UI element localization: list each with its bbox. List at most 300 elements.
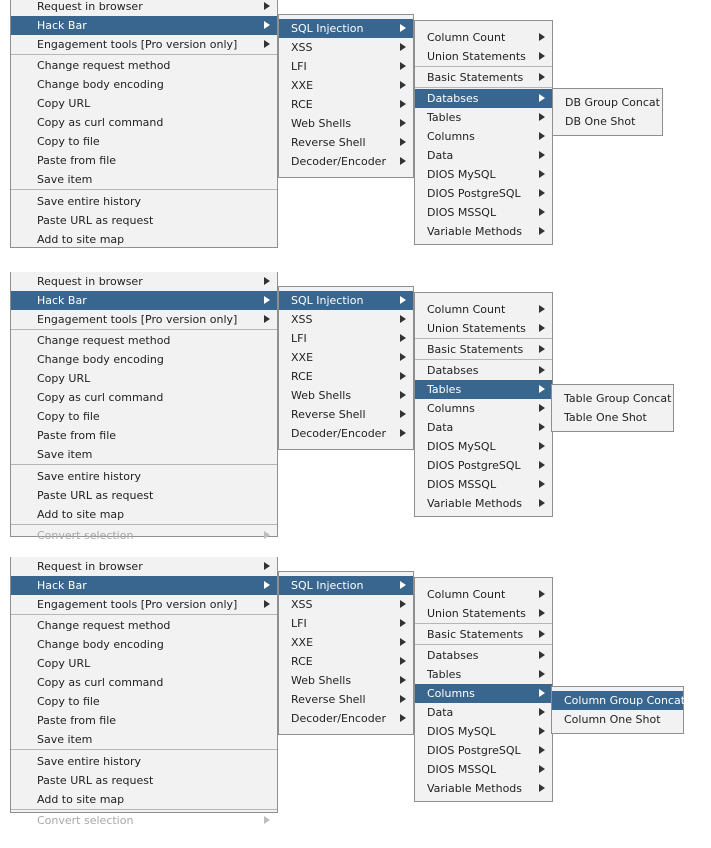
hackbar-submenu <box>278 286 414 450</box>
submenu-arrow-icon <box>539 765 545 773</box>
sql-item-tables[interactable] <box>415 380 552 399</box>
menu-item-label: DIOS MySQL <box>427 168 496 181</box>
submenu-arrow-icon <box>539 689 545 697</box>
sql-item-data[interactable] <box>415 703 552 722</box>
menu-item-convert-selection <box>11 811 277 830</box>
hackbar-item-reverse-shell[interactable] <box>279 405 413 424</box>
submenu-arrow-icon <box>264 562 270 570</box>
submenu-arrow-icon <box>539 345 545 353</box>
submenu-arrow-icon <box>539 670 545 678</box>
submenu-arrow-icon <box>539 132 545 140</box>
menu-item-label: Columns <box>427 402 475 415</box>
menu-item-label: Reverse Shell <box>291 408 366 421</box>
hackbar-item-xxe[interactable] <box>279 76 413 95</box>
hackbar-item-xxe[interactable] <box>279 348 413 367</box>
menu-item-label: Data <box>427 706 454 719</box>
leaf-submenu <box>552 88 663 136</box>
submenu-arrow-icon <box>539 170 545 178</box>
menu-item-label: Save item <box>37 448 93 461</box>
menu-item-label: Table Group Concat <box>564 392 672 405</box>
menu-item-label: DIOS MSSQL <box>427 763 497 776</box>
sql-item-dios-mssql[interactable] <box>415 203 552 222</box>
menu-item-label: RCE <box>291 98 313 111</box>
submenu-arrow-icon <box>400 334 406 342</box>
menu-item-label: Paste from file <box>37 429 117 442</box>
context-menu <box>10 557 278 827</box>
context-menu <box>10 0 278 248</box>
menu-separator <box>11 809 277 810</box>
menu-item-request-in-browser[interactable] <box>11 557 277 576</box>
submenu-arrow-icon <box>264 277 270 285</box>
submenu-arrow-icon <box>539 366 545 374</box>
sql-item-databses[interactable] <box>415 89 552 108</box>
submenu-arrow-icon <box>264 40 270 48</box>
hackbar-item-rce[interactable] <box>279 367 413 386</box>
menu-separator <box>415 87 552 88</box>
submenu-arrow-icon <box>539 404 545 412</box>
menu-item-hack-bar[interactable] <box>11 16 277 35</box>
hackbar-item-decoder-encoder[interactable] <box>279 424 413 443</box>
sql-item-column-count[interactable] <box>415 585 552 604</box>
menu-item-label: Copy URL <box>37 372 91 385</box>
sql-item-dios-mssql[interactable] <box>415 475 552 494</box>
leaf-item-table-one-shot[interactable] <box>552 408 673 427</box>
hackbar-item-rce[interactable] <box>279 95 413 114</box>
submenu-arrow-icon <box>400 157 406 165</box>
hackbar-item-xss[interactable] <box>279 38 413 57</box>
submenu-arrow-icon <box>400 81 406 89</box>
menu-item-add-to-site-map[interactable] <box>11 505 277 524</box>
sql-item-variable-methods[interactable] <box>415 222 552 241</box>
menu-item-copy-as-curl-command[interactable] <box>11 113 277 132</box>
sql-item-databses[interactable] <box>415 646 552 665</box>
submenu-arrow-icon <box>539 630 545 638</box>
menu-item-label: Variable Methods <box>427 782 523 795</box>
menu-item-label: XSS <box>291 598 313 611</box>
menu-item-copy-as-curl-command[interactable] <box>11 673 277 692</box>
menu-item-label: Tables <box>427 668 462 681</box>
menu-item-label: Paste URL as request <box>37 489 154 502</box>
hackbar-item-rce[interactable] <box>279 652 413 671</box>
menu-item-convert-selection <box>11 526 277 545</box>
menu-item-label: Web Shells <box>291 674 352 687</box>
menu-separator <box>11 614 277 615</box>
sql-item-basic-statements[interactable] <box>415 68 552 87</box>
submenu-arrow-icon <box>264 816 270 824</box>
hackbar-item-lfi[interactable] <box>279 329 413 348</box>
leaf-submenu <box>551 384 674 432</box>
menu-item-label: Union Statements <box>427 322 526 335</box>
hackbar-item-sql-injection[interactable] <box>279 291 413 310</box>
hackbar-item-reverse-shell[interactable] <box>279 133 413 152</box>
menu-item-label: Paste from file <box>37 714 117 727</box>
menu-item-label: RCE <box>291 655 313 668</box>
menu-item-label: LFI <box>291 60 307 73</box>
submenu-arrow-icon <box>539 784 545 792</box>
hackbar-item-decoder-encoder[interactable] <box>279 709 413 728</box>
submenu-arrow-icon <box>539 423 545 431</box>
sql-item-dios-postgresql[interactable] <box>415 741 552 760</box>
hackbar-item-sql-injection[interactable] <box>279 576 413 595</box>
submenu-arrow-icon <box>539 151 545 159</box>
menu-item-label: Decoder/Encoder <box>291 427 386 440</box>
context-menu-panel <box>0 0 711 248</box>
leaf-item-db-one-shot[interactable] <box>553 112 662 131</box>
hackbar-item-web-shells[interactable] <box>279 114 413 133</box>
submenu-arrow-icon <box>400 138 406 146</box>
hackbar-item-lfi[interactable] <box>279 614 413 633</box>
menu-item-label: Column One Shot <box>564 713 661 726</box>
menu-separator <box>11 749 277 750</box>
leaf-item-table-group-concat[interactable] <box>552 389 673 408</box>
menu-item-label: Copy to file <box>37 410 100 423</box>
menu-item-label: Databses <box>427 649 479 662</box>
menu-item-request-in-browser[interactable] <box>11 0 277 16</box>
submenu-arrow-icon <box>400 296 406 304</box>
menu-item-label: Column Count <box>427 31 506 44</box>
menu-item-copy-to-file[interactable] <box>11 407 277 426</box>
hackbar-item-web-shells[interactable] <box>279 671 413 690</box>
submenu-arrow-icon <box>539 385 545 393</box>
submenu-arrow-icon <box>539 708 545 716</box>
submenu-arrow-icon <box>400 695 406 703</box>
menu-item-label: Request in browser <box>37 275 143 288</box>
submenu-arrow-icon <box>539 208 545 216</box>
menu-item-label: Data <box>427 149 454 162</box>
submenu-arrow-icon <box>264 600 270 608</box>
menu-item-label: Hack Bar <box>37 19 87 32</box>
menu-item-label: Hack Bar <box>37 294 87 307</box>
menu-item-label: Basic Statements <box>427 71 524 84</box>
menu-item-label: Tables <box>427 111 462 124</box>
menu-item-hack-bar[interactable] <box>11 291 277 310</box>
submenu-arrow-icon <box>400 410 406 418</box>
menu-item-label: Add to site map <box>37 233 125 246</box>
menu-item-label: Copy as curl command <box>37 676 164 689</box>
menu-item-label: Data <box>427 421 454 434</box>
menu-item-request-in-browser[interactable] <box>11 272 277 291</box>
menu-separator <box>11 189 277 190</box>
hackbar-item-reverse-shell[interactable] <box>279 690 413 709</box>
menu-item-paste-url-as-request[interactable] <box>11 771 277 790</box>
menu-item-paste-from-file[interactable] <box>11 151 277 170</box>
submenu-arrow-icon <box>264 296 270 304</box>
menu-item-label: Column Group Concat <box>564 694 686 707</box>
menu-item-save-item[interactable] <box>11 445 277 464</box>
submenu-arrow-icon <box>400 391 406 399</box>
menu-item-label: Hack Bar <box>37 579 87 592</box>
menu-item-label: Save item <box>37 733 93 746</box>
leaf-item-column-one-shot[interactable] <box>552 710 683 729</box>
sql-item-data[interactable] <box>415 418 552 437</box>
menu-item-label: LFI <box>291 332 307 345</box>
menu-item-label: Databses <box>427 92 479 105</box>
menu-item-copy-url[interactable] <box>11 94 277 113</box>
menu-item-label: Tables <box>427 383 462 396</box>
menu-item-label: DIOS MSSQL <box>427 206 497 219</box>
sql-item-databses[interactable] <box>415 361 552 380</box>
menu-item-label: Column Count <box>427 588 506 601</box>
menu-item-label: Copy to file <box>37 695 100 708</box>
menu-item-label: DIOS MySQL <box>427 440 496 453</box>
submenu-arrow-icon <box>264 21 270 29</box>
menu-item-label: Save entire history <box>37 470 141 483</box>
hackbar-submenu <box>278 571 414 735</box>
menu-item-copy-url[interactable] <box>11 369 277 388</box>
menu-item-paste-from-file[interactable] <box>11 426 277 445</box>
leaf-submenu <box>551 686 684 734</box>
submenu-arrow-icon <box>539 324 545 332</box>
submenu-arrow-icon <box>264 531 270 539</box>
menu-item-label: Change request method <box>37 59 171 72</box>
menu-item-label: XXE <box>291 636 314 649</box>
menu-item-label: DIOS PostgreSQL <box>427 459 521 472</box>
submenu-arrow-icon <box>539 461 545 469</box>
menu-item-copy-to-file[interactable] <box>11 132 277 151</box>
menu-item-paste-url-as-request[interactable] <box>11 211 277 230</box>
menu-item-label: Save entire history <box>37 195 141 208</box>
menu-separator <box>415 66 552 67</box>
submenu-arrow-icon <box>539 651 545 659</box>
menu-item-label: XXE <box>291 351 314 364</box>
sql-item-dios-mysql[interactable] <box>415 165 552 184</box>
menu-item-label: DIOS MySQL <box>427 725 496 738</box>
menu-item-change-body-encoding[interactable] <box>11 75 277 94</box>
menu-item-change-body-encoding[interactable] <box>11 635 277 654</box>
hackbar-item-xss[interactable] <box>279 595 413 614</box>
menu-item-copy-as-curl-command[interactable] <box>11 388 277 407</box>
submenu-arrow-icon <box>400 676 406 684</box>
sql-item-variable-methods[interactable] <box>415 779 552 798</box>
sql-item-dios-postgresql[interactable] <box>415 456 552 475</box>
menu-item-label: XSS <box>291 313 313 326</box>
submenu-arrow-icon <box>539 33 545 41</box>
menu-separator <box>415 644 552 645</box>
submenu-arrow-icon <box>539 442 545 450</box>
context-menu <box>10 272 278 542</box>
submenu-arrow-icon <box>400 657 406 665</box>
menu-item-paste-url-as-request[interactable] <box>11 486 277 505</box>
sql-injection-submenu <box>414 577 553 802</box>
submenu-arrow-icon <box>539 499 545 507</box>
menu-item-label: DB One Shot <box>565 115 636 128</box>
menu-item-copy-url[interactable] <box>11 654 277 673</box>
menu-item-label: Change body encoding <box>37 638 164 651</box>
leaf-item-column-group-concat[interactable] <box>552 691 686 710</box>
submenu-arrow-icon <box>539 94 545 102</box>
sql-item-union-statements[interactable] <box>415 319 552 338</box>
sql-item-dios-mysql[interactable] <box>415 722 552 741</box>
hackbar-submenu <box>278 14 414 178</box>
menu-item-label: Decoder/Encoder <box>291 712 386 725</box>
menu-item-save-entire-history[interactable] <box>11 192 277 211</box>
menu-item-label: Paste from file <box>37 154 117 167</box>
menu-item-label: Change body encoding <box>37 353 164 366</box>
menu-item-label: Copy as curl command <box>37 116 164 129</box>
sql-item-tables[interactable] <box>415 665 552 684</box>
menu-item-copy-to-file[interactable] <box>11 692 277 711</box>
menu-item-label: LFI <box>291 617 307 630</box>
menu-item-change-request-method[interactable] <box>11 56 277 75</box>
hackbar-item-xxe[interactable] <box>279 633 413 652</box>
submenu-arrow-icon <box>264 2 270 10</box>
menu-item-save-item[interactable] <box>11 170 277 189</box>
sql-item-column-count[interactable] <box>415 28 552 47</box>
menu-item-add-to-site-map[interactable] <box>11 230 277 249</box>
hackbar-item-lfi[interactable] <box>279 57 413 76</box>
menu-item-change-body-encoding[interactable] <box>11 350 277 369</box>
submenu-arrow-icon <box>539 227 545 235</box>
hackbar-item-web-shells[interactable] <box>279 386 413 405</box>
sql-injection-submenu <box>414 292 553 517</box>
menu-item-label: Request in browser <box>37 560 143 573</box>
menu-item-label: Save entire history <box>37 755 141 768</box>
menu-item-label: DIOS MSSQL <box>427 478 497 491</box>
sql-item-dios-mssql[interactable] <box>415 760 552 779</box>
menu-item-label: Copy to file <box>37 135 100 148</box>
menu-item-label: Basic Statements <box>427 343 524 356</box>
menu-item-label: Union Statements <box>427 607 526 620</box>
menu-item-label: SQL Injection <box>291 294 364 307</box>
menu-item-engagement-tools-pro-version-only[interactable] <box>11 310 277 329</box>
sql-item-column-count[interactable] <box>415 300 552 319</box>
menu-item-save-entire-history[interactable] <box>11 467 277 486</box>
submenu-arrow-icon <box>539 727 545 735</box>
submenu-arrow-icon <box>400 600 406 608</box>
context-menu-panel <box>0 272 711 542</box>
menu-item-label: DIOS PostgreSQL <box>427 744 521 757</box>
menu-item-label: Web Shells <box>291 117 352 130</box>
sql-item-union-statements[interactable] <box>415 47 552 66</box>
menu-item-label: Variable Methods <box>427 497 523 510</box>
submenu-arrow-icon <box>400 353 406 361</box>
menu-item-label: Request in browser <box>37 0 143 13</box>
menu-separator <box>11 329 277 330</box>
menu-item-label: Reverse Shell <box>291 136 366 149</box>
submenu-arrow-icon <box>400 100 406 108</box>
sql-item-columns[interactable] <box>415 399 552 418</box>
menu-separator <box>415 338 552 339</box>
submenu-arrow-icon <box>400 581 406 589</box>
menu-item-label: DB Group Concat <box>565 96 660 109</box>
menu-item-paste-from-file[interactable] <box>11 711 277 730</box>
menu-item-label: Copy URL <box>37 97 91 110</box>
menu-item-label: Databses <box>427 364 479 377</box>
menu-item-label: Paste URL as request <box>37 214 154 227</box>
menu-item-label: Engagement tools [Pro version only] <box>37 38 238 51</box>
submenu-arrow-icon <box>400 714 406 722</box>
menu-item-label: Save item <box>37 173 93 186</box>
sql-item-union-statements[interactable] <box>415 604 552 623</box>
sql-item-basic-statements[interactable] <box>415 340 552 359</box>
menu-item-label: XSS <box>291 41 313 54</box>
sql-item-basic-statements[interactable] <box>415 625 552 644</box>
menu-item-label: Change request method <box>37 619 171 632</box>
sql-item-tables[interactable] <box>415 108 552 127</box>
sql-item-data[interactable] <box>415 146 552 165</box>
menu-item-label: Add to site map <box>37 508 125 521</box>
submenu-arrow-icon <box>539 609 545 617</box>
menu-item-label: Columns <box>427 130 475 143</box>
sql-item-columns[interactable] <box>415 684 552 703</box>
submenu-arrow-icon <box>539 52 545 60</box>
menu-item-change-request-method[interactable] <box>11 331 277 350</box>
menu-item-change-request-method[interactable] <box>11 616 277 635</box>
menu-item-label: Change request method <box>37 334 171 347</box>
menu-item-label: Engagement tools [Pro version only] <box>37 313 238 326</box>
menu-item-label: Columns <box>427 687 475 700</box>
sql-item-dios-mysql[interactable] <box>415 437 552 456</box>
menu-item-save-entire-history[interactable] <box>11 752 277 771</box>
submenu-arrow-icon <box>400 315 406 323</box>
submenu-arrow-icon <box>400 43 406 51</box>
menu-separator <box>11 524 277 525</box>
menu-item-label: Table One Shot <box>564 411 647 424</box>
submenu-arrow-icon <box>264 581 270 589</box>
menu-item-label: Copy URL <box>37 657 91 670</box>
menu-item-label: Paste URL as request <box>37 774 154 787</box>
menu-item-label: SQL Injection <box>291 22 364 35</box>
submenu-arrow-icon <box>264 315 270 323</box>
submenu-arrow-icon <box>400 119 406 127</box>
menu-item-label: Engagement tools [Pro version only] <box>37 598 238 611</box>
sql-injection-submenu <box>414 20 553 245</box>
menu-separator <box>415 359 552 360</box>
submenu-arrow-icon <box>539 480 545 488</box>
menu-item-engagement-tools-pro-version-only[interactable] <box>11 595 277 614</box>
hackbar-item-xss[interactable] <box>279 310 413 329</box>
menu-item-label: Variable Methods <box>427 225 523 238</box>
menu-separator <box>415 623 552 624</box>
menu-item-add-to-site-map[interactable] <box>11 790 277 809</box>
sql-item-variable-methods[interactable] <box>415 494 552 513</box>
sql-item-dios-postgresql[interactable] <box>415 184 552 203</box>
hackbar-item-sql-injection[interactable] <box>279 19 413 38</box>
submenu-arrow-icon <box>400 24 406 32</box>
menu-item-hack-bar[interactable] <box>11 576 277 595</box>
submenu-arrow-icon <box>400 619 406 627</box>
leaf-item-db-group-concat[interactable] <box>553 93 662 112</box>
submenu-arrow-icon <box>400 638 406 646</box>
submenu-arrow-icon <box>539 305 545 313</box>
sql-item-columns[interactable] <box>415 127 552 146</box>
menu-item-save-item[interactable] <box>11 730 277 749</box>
menu-item-label: Column Count <box>427 303 506 316</box>
submenu-arrow-icon <box>400 429 406 437</box>
submenu-arrow-icon <box>539 189 545 197</box>
context-menu-panel <box>0 557 711 827</box>
menu-item-label: Reverse Shell <box>291 693 366 706</box>
submenu-arrow-icon <box>400 372 406 380</box>
menu-item-label: RCE <box>291 370 313 383</box>
menu-item-engagement-tools-pro-version-only[interactable] <box>11 35 277 54</box>
menu-separator <box>11 464 277 465</box>
menu-item-label: Change body encoding <box>37 78 164 91</box>
menu-item-label: SQL Injection <box>291 579 364 592</box>
menu-item-label: Basic Statements <box>427 628 524 641</box>
menu-item-label: Convert selection <box>37 814 134 827</box>
submenu-arrow-icon <box>539 746 545 754</box>
menu-item-label: Copy as curl command <box>37 391 164 404</box>
menu-item-label: DIOS PostgreSQL <box>427 187 521 200</box>
menu-item-label: Union Statements <box>427 50 526 63</box>
menu-item-label: Web Shells <box>291 389 352 402</box>
submenu-arrow-icon <box>539 590 545 598</box>
submenu-arrow-icon <box>400 62 406 70</box>
menu-item-label: Add to site map <box>37 793 125 806</box>
hackbar-item-decoder-encoder[interactable] <box>279 152 413 171</box>
submenu-arrow-icon <box>539 73 545 81</box>
